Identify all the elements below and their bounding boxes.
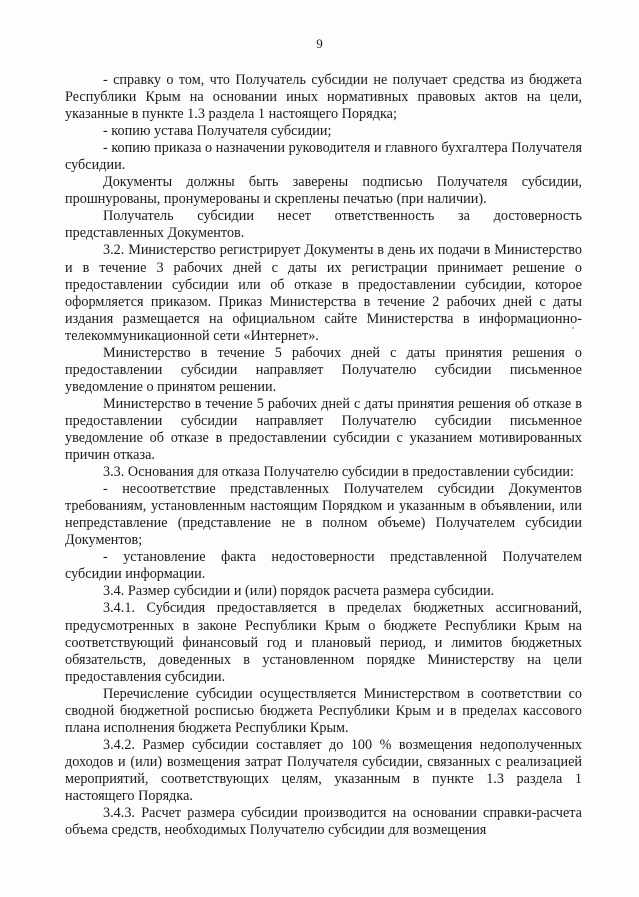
document-body	[65, 72, 582, 839]
paragraph-3-4-2: 3.4.2. Размер субсидии составляет до 100 % возмещения недополученных доходов и (или) возмещения затрат Получателя субсидии, связанных с реализацией мероприятий, соответствующих целям, указанным в пункте 1.3 раздела 1 настоящего Порядка.	[65, 736, 582, 804]
scan-speck	[572, 327, 574, 329]
paragraph-false-info: - установление факта недостоверности представленной Получателем субсидии информации.	[65, 549, 582, 583]
paragraph-noncompliance: - несоответствие представленных Получателем субсидии Документов требованиям, установленным настоящим Порядком и указанным в объявлении, или непредставление (представление не в полном объеме) Получателем субсидии Документов;	[65, 481, 582, 549]
paragraph-order-copy: - копию приказа о назначении руководителя и главного бухгалтера Получателя субсидии.	[65, 140, 582, 174]
paragraph-3-4: 3.4. Размер субсидии и (или) порядок расчета размера субсидии.	[103, 583, 495, 600]
paragraph-certificate: - справку о том, что Получатель субсидии не получает средства из бюджета Республики Крым на основании иных нормативных правовых актов на цели, указанные в пункте 1.3 раздела 1 настоящего Порядка;	[65, 72, 582, 123]
paragraph-3-3: 3.3. Основания для отказа Получателю субсидии в предоставлении субсидии:	[103, 464, 575, 481]
page-number: 9	[316, 36, 323, 51]
paragraph-refusal-notice: Министерство в течение 5 рабочих дней с даты принятия решения об отказе в предоставлении субсидии направляет Получателю субсидии письменное уведомление об отказе в предоставлении субсидии с указанием мотивированных причин отказа.	[65, 395, 582, 464]
paragraph-responsibility: Получатель субсидии несет ответственность за достоверность представленных Документов.	[65, 208, 582, 242]
paragraph-approval-notice: Министерство в течение 5 рабочих дней с даты принятия решения о предоставлении субсидии направляет Получателю субсидии письменное уведомление о принятом решении.	[65, 344, 582, 395]
paragraph-certification: Документы должны быть заверены подписью Получателя субсидии, прошнурованы, пронумерованы и скреплены печатью (при наличии).	[65, 174, 582, 208]
paragraph-3-4-3: 3.4.3. Расчет размера субсидии производится на основании справки-расчета объема средств, необходимых Получателю субсидии для возмещения	[65, 805, 582, 839]
paragraph-3-2: 3.2. Министерство регистрирует Документы в день их подачи в Министерство и в течение 3 рабочих дней с даты их регистрации принимает решение о предоставлении субсидии или об отказе в предоставлении субсидии, которое оформляется приказом. Приказ Министерства в течение 2 рабочих дней с даты издания размещается на официальном сайте Министерства в информационно-телекоммуникационной сети «Интернет».	[65, 242, 582, 344]
paragraph-charter-copy: - копию устава Получателя субсидии;	[103, 123, 332, 140]
paragraph-transfer: Перечисление субсидии осуществляется Министерством в соответствии со сводной бюджетной росписью бюджета Республики Крым и в пределах кассового плана исполнения бюджета Республики Крым.	[65, 685, 582, 736]
paragraph-3-4-1: 3.4.1. Субсидия предоставляется в пределах бюджетных ассигнований, предусмотренных в законе Республики Крым о бюджете Республики Крым на соответствующий финансовый год и плановый период, и лимитов бюджетных обязательств, доведенных в установленном порядке Министерству на цели предоставления субсидии.	[65, 600, 582, 685]
